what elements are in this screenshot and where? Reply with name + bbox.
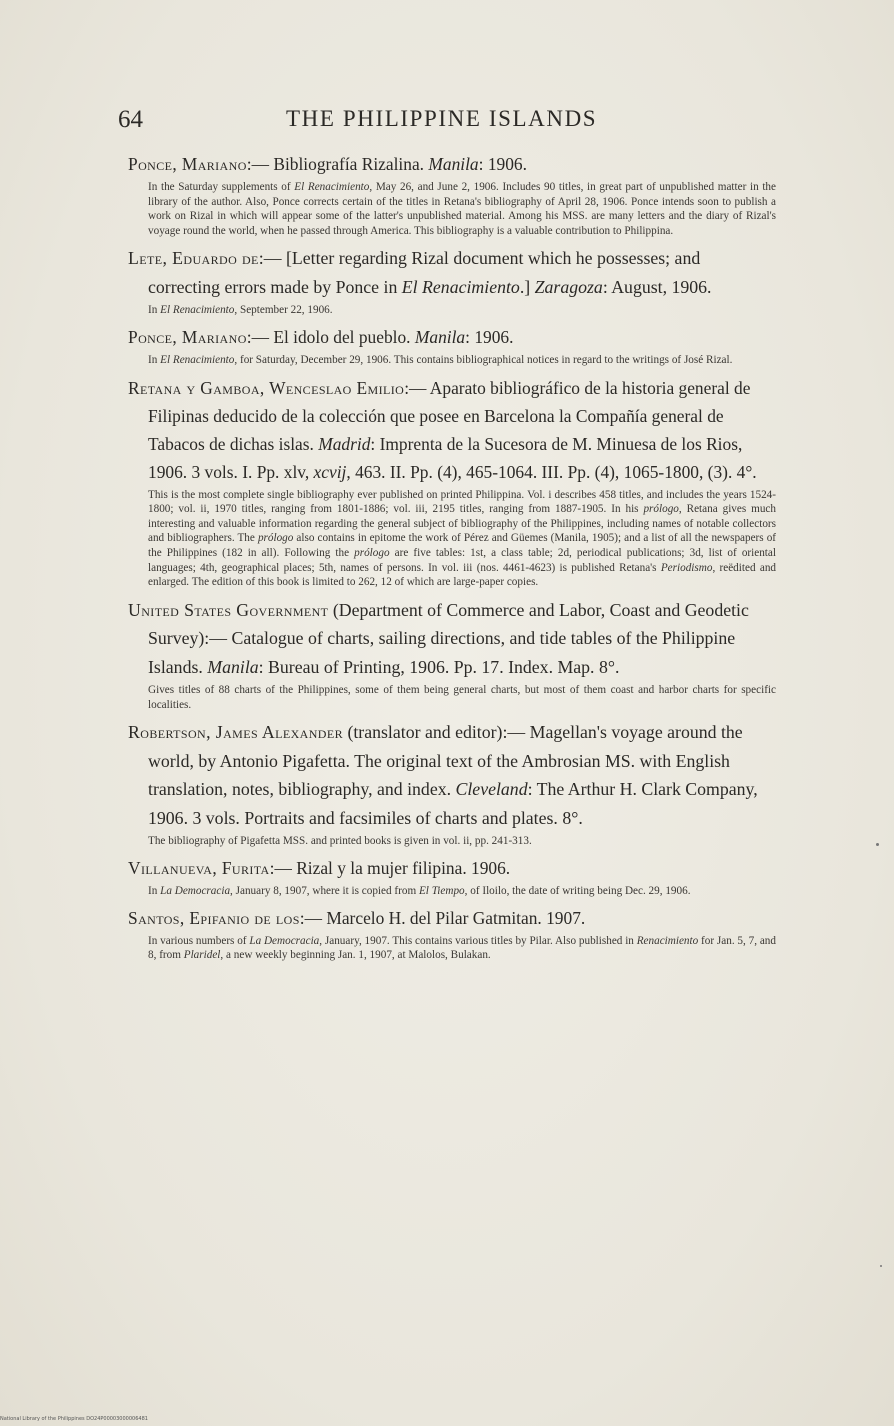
entry-note: In the Saturday supplements of El Renacimiento, May 26, and June 2, 1906. Includes 90 titles, in great part of unpublished matter in the library of the author. Also, Ponce corrects certain of the titles in Retana's bibliography of April 28, 1906. Ponce intends soon to publish a work on Rizal in which will appear some of the latter's unpublished material. Among his MSS. are many letters and the diary of Rizal's voyage round the world, when he passed through America. This bibliography is a valuable contribution to Philippina. [148, 181, 776, 237]
entry-title: (translator and editor):— Magellan's voyage around the world, by Antonio Pigafetta. The original text of the Ambrosian MS. with English translation, notes, bibliography, and index. [148, 722, 743, 800]
entry-author: Ponce, Mariano [128, 326, 247, 347]
entry-note: In El Renacimiento, for Saturday, December 29, 1906. This contains bibliographical notices in regard to the writings of José Rizal. [148, 353, 733, 366]
entry-place: Zaragoza [534, 276, 603, 297]
entry-place: Madrid [318, 433, 371, 454]
entry-author: Santos, Epifanio de los [128, 907, 300, 928]
entry-heading: Ponce, Mariano:— Bibliografía Rizalina. Manila: 1906. [128, 154, 527, 174]
entry-author: United States Government [128, 599, 329, 620]
entry-note: In various numbers of La Democracia, January, 1907. This contains various titles by Pilar. Also published in Renacimiento for Jan. 5, 7, and 8, from Plaridel, a new weekly beginning Jan. 1, 1907, at Malolos, Bulakan. [148, 934, 776, 962]
entry-note: Gives titles of 88 charts of the Philippines, some of them being general charts, but most of them coast and harbor charts for specific localities. [148, 684, 776, 711]
entry-heading [128, 718, 776, 832]
entry-author: Ponce, Mariano [128, 154, 247, 174]
bibliography-entry [128, 244, 776, 318]
paper-speck [876, 843, 879, 846]
bibliography-entry [128, 855, 776, 899]
entry-heading: Villanueva, Furita:— Rizal y la mujer filipina. 1906. [128, 858, 511, 878]
entry-title: — Rizal y la mujer filipina. 1906. [274, 858, 511, 878]
entry-heading: Ponce, Mariano:— El idolo del pueblo. Manila: 1906. [128, 326, 514, 347]
entry-note: In El Renacimiento, September 22, 1906. [148, 304, 333, 317]
entry-title: (Department of Commerce and Labor, Coast and Geodetic Survey):— Catalogue of charts, sailing directions, and tide tables of the Philippine Islands. [148, 599, 749, 677]
entry-date: : 1906. [478, 154, 527, 174]
entry-title: — Marcelo H. del Pilar Gatmitan. 1907. [304, 907, 586, 928]
paper-speck [880, 1265, 882, 1267]
bibliography-list [128, 151, 776, 969]
entry-title: — El idolo del pueblo. [251, 326, 411, 347]
entry-place: Cleveland [455, 779, 528, 800]
entry-place: Manila [207, 656, 259, 677]
entry-imprint: : The Arthur H. Clark Company, 1906. 3 vols. Portraits and facsimiles of charts and plates. 8°. [148, 779, 758, 828]
running-title: THE PHILIPPINE ISLANDS [286, 106, 598, 131]
entry-note: This is the most complete single bibliography ever published on printed Philippina. Vol. i describes 458 titles, and includes the years 1524-1800; vol. ii, 1970 titles, ranging from 1801-1886; vol. iii, 2195 titles, ranging from 1887-1905. In his prólogo, Retana gives much interesting and valuable information regarding the general subject of bibliography of the Philippines, including names of notable collectors and bibliographers. The prólogo also contains in epitome the work of Pérez and Güemes (Manila, 1905); and a list of all the newspapers of the Philippines (182 in all). Following the prólogo are five tables: 1st, a class table; 2d, periodical publications; 3d, list of oriental languages; 4th, geographical places; 5th, names of persons. In vol. iii (nos. 4461-4623) is published Retana's Periodismo, reëdited and enlarged. The edition of this book is limited to 262, 12 of which are large-paper copies. [148, 488, 777, 589]
entry-title: — Aparato bibliográfico de la historia general de Filipinas deducido de la colección que posee en Barcelona la Compañía general de Tabacos de dichas islas. [148, 377, 751, 454]
entry-heading: Retana y Gamboa, Wenceslao Emilio:— Aparato bibliográfico de la historia general de Filipinas deducido de la colección que posee en Barcelona la Compañía general de Tabacos de dichas islas. Madrid: Imprenta de la Sucesora de M. Minuesa de los Rios, 1906. 3 vols. I. Pp. xlv, xcvij, 463. II. Pp. (4), 465-1064. III. Pp. (4), 1065-1800, (3). 4°. [128, 377, 757, 482]
entry-note: The bibliography of Pigafetta MSS. and printed books is given in vol. ii, pp. 241-313. [148, 835, 532, 848]
scan-id: National Library of the Philippines DO24P00003000006481 [0, 1416, 148, 1422]
entry-note: In La Democracia, January 8, 1907, where it is copied from El Tiempo, of Iloilo, the date of writing being Dec. 29, 1906. [148, 885, 691, 897]
entry-author: Lete, Eduardo de [128, 248, 259, 269]
entry-place: Manila [428, 154, 479, 174]
entry-heading: Santos, Epifanio de los:— Marcelo H. del Pilar Gatmitan. 1907. [128, 907, 586, 928]
bibliography-entry [128, 718, 776, 849]
bibliography-entry [128, 905, 776, 963]
entry-imprint: : Bureau of Printing, 1906. Pp. 17. Index. Map. 8°. [258, 656, 620, 677]
page-header [118, 106, 778, 136]
page-number: 64 [118, 106, 143, 133]
bibliography-entry [128, 324, 776, 368]
entry-heading [128, 596, 776, 682]
entry-date: : 1906. [465, 326, 514, 347]
entry-place: Manila [414, 326, 466, 347]
entry-date: : August, 1906. [602, 276, 712, 297]
entry-author: Retana y Gamboa, Wenceslao Emilio [128, 377, 405, 398]
bibliography-entry [128, 596, 776, 713]
entry-author: Robertson, James Alexander [128, 722, 343, 743]
entry-author: Villanueva, Furita [128, 858, 270, 878]
bibliography-entry [128, 374, 776, 590]
bibliography-entry [128, 151, 776, 238]
entry-title: — Bibliografía Rizalina. [251, 154, 425, 174]
entry-heading: Lete, Eduardo de:— [Letter regarding Rizal document which he possesses; and correcting errors made by Ponce in El Renacimiento.] Zaragoza: August, 1906. [128, 248, 712, 297]
